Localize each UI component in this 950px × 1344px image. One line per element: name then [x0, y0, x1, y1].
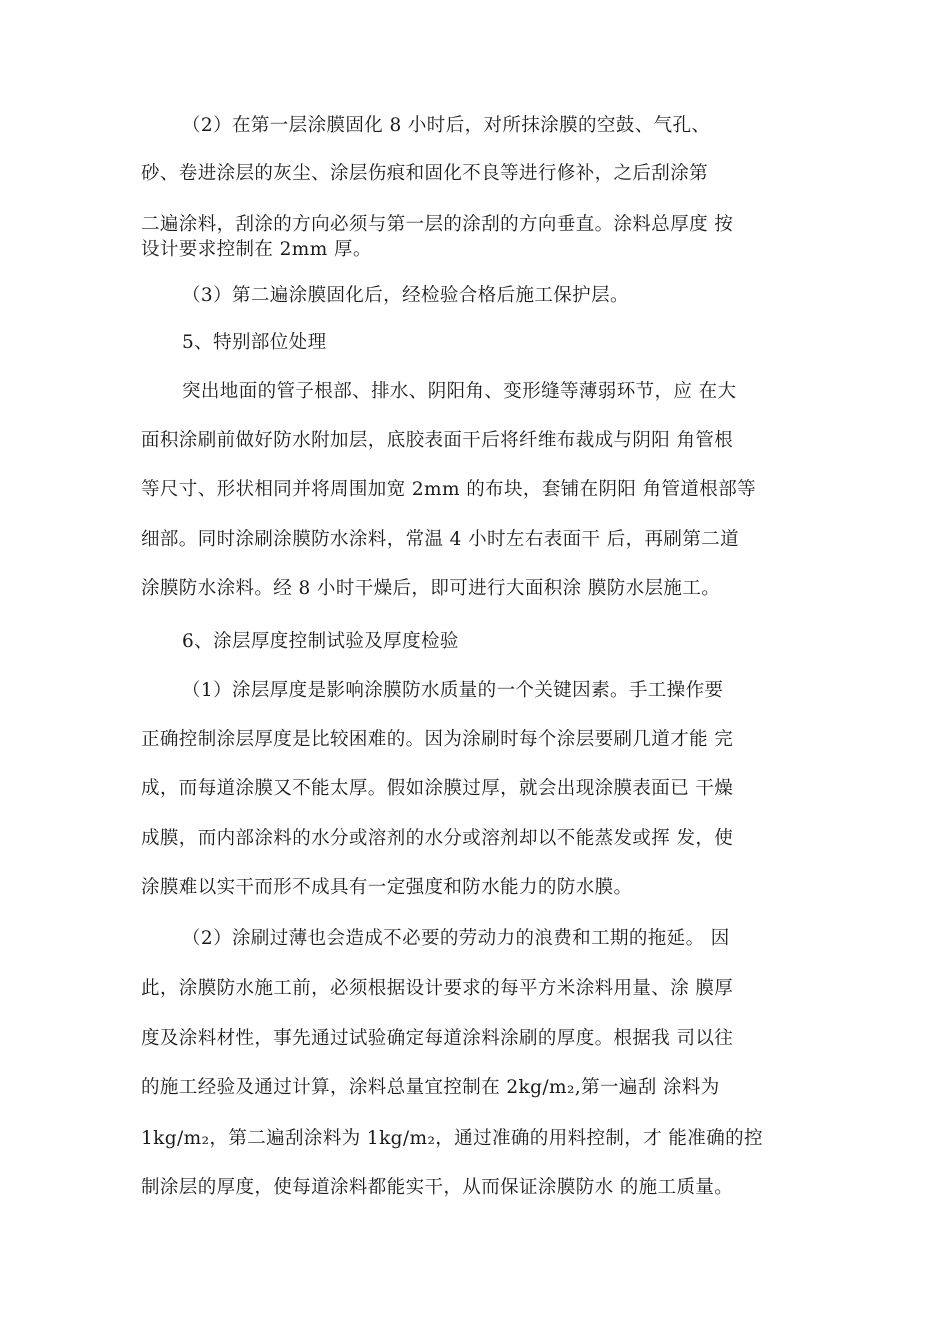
text-line: 砂、卷进涂层的灰尘、涂层伤痕和固化不良等进行修补，之后刮涂第 — [141, 163, 709, 184]
text-line: 成膜，而内部涂料的水分或溶剂的水分或溶剂却以不能蒸发或挥 发，使 — [141, 828, 734, 849]
text-line: 突出地面的管子根部、排水、阴阳角、变形缝等薄弱环节，应 在大 — [182, 381, 737, 402]
text-line: 二遍涂料，刮涂的方向必须与第一层的涂刮的方向垂直。涂料总厚度 按 — [141, 214, 734, 235]
text-line: 的施工经验及通过计算，涂料总量宜控制在 2kg/m₂,第一遍刮 涂料为 — [141, 1077, 720, 1098]
text-line: （2）涂刷过薄也会造成不必要的劳动力的浪费和工期的拖延。 因 — [182, 928, 730, 949]
text-line: 设计要求控制在 2mm 厚。 — [141, 239, 372, 260]
text-line: （2）在第一层涂膜固化 8 小时后，对所抹涂膜的空鼓、气孔、 — [182, 115, 711, 136]
text-line: 度及涂料材性，事先通过试验确定每道涂料涂刷的厚度。根据我 司以往 — [141, 1028, 734, 1049]
text-line: 涂膜难以实干而形不成具有一定强度和防水能力的防水膜。 — [141, 877, 633, 898]
text-line: 涂膜防水涂料。经 8 小时干燥后，即可进行大面积涂 膜防水层施工。 — [141, 578, 721, 599]
text-line: 面积涂刷前做好防水附加层，底胶表面干后将纤维布裁成与阴阳 角管根 — [141, 430, 734, 451]
text-line: 1kg/m₂，第二遍刮涂料为 1kg/m₂，通过准确的用料控制，才 能准确的控 — [141, 1128, 763, 1149]
text-line: （3）第二遍涂膜固化后，经检验合格后施工保护层。 — [182, 285, 629, 306]
text-line: 制涂层的厚度，使每道涂料都能实干，从而保证涂膜防水 的施工质量。 — [141, 1177, 734, 1198]
text-line: 细部。同时涂刷涂膜防水涂料，常温 4 小时左右表面干 后，再刷第二道 — [141, 529, 740, 550]
text-line: 正确控制涂层厚度是比较困难的。因为涂刷时每个涂层要刷几道才能 完 — [141, 729, 734, 750]
text-line: （1）涂层厚度是影响涂膜防水质量的一个关键因素。手工操作要 — [182, 680, 724, 701]
text-line: 此，涂膜防水施工前，必须根据设计要求的每平方米涂料用量、涂 膜厚 — [141, 978, 734, 999]
text-line: 成，而每道涂膜又不能太厚。假如涂膜过厚，就会出现涂膜表面已 干燥 — [141, 778, 734, 799]
section-heading: 5、特别部位处理 — [182, 332, 327, 353]
text-line: 等尺寸、形状相同并将周围加宽 2mm 的布块，套铺在阴阳 角管道根部等 — [141, 479, 756, 500]
section-heading: 6、涂层厚度控制试验及厚度检验 — [182, 631, 459, 652]
